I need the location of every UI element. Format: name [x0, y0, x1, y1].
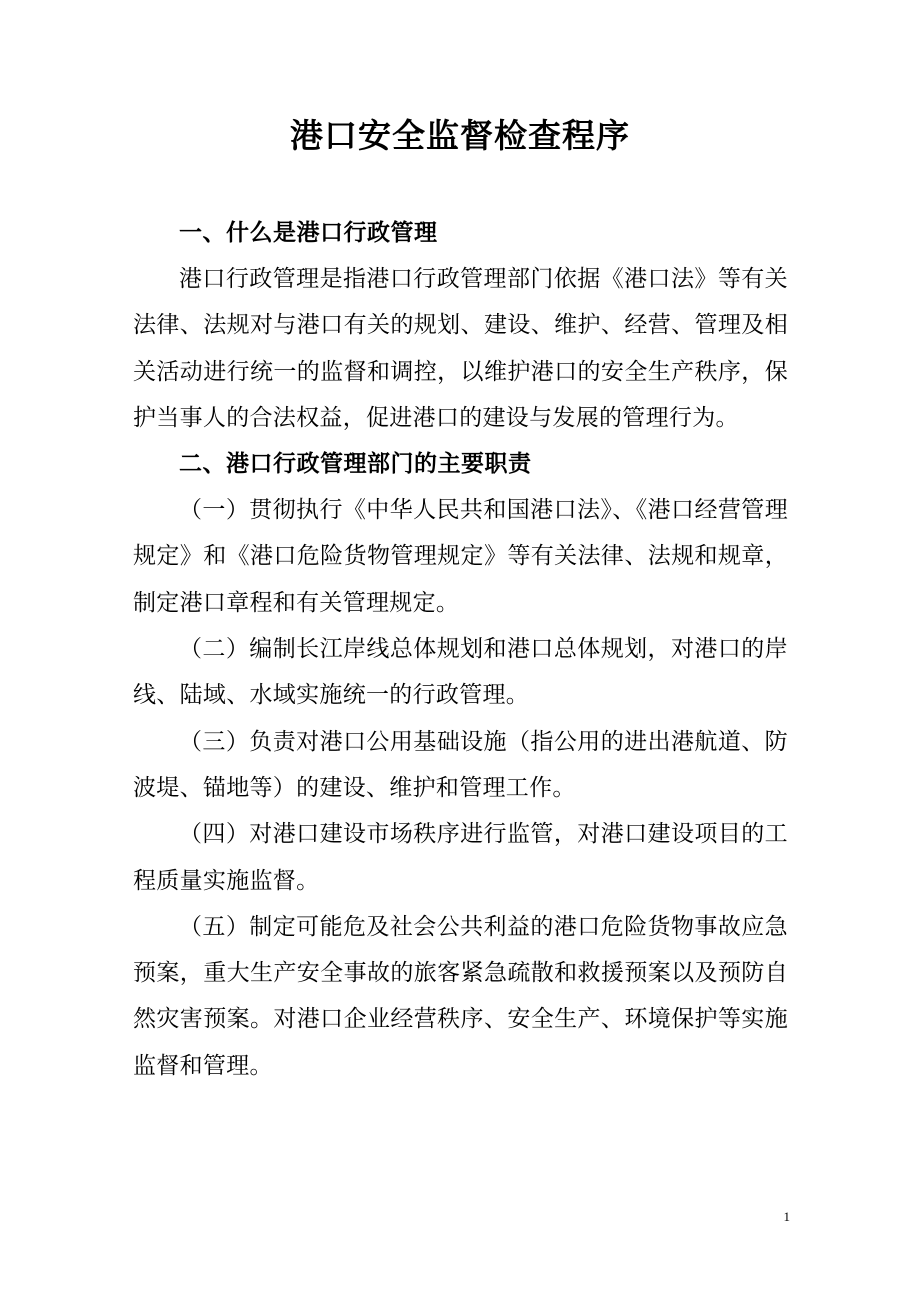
paragraph-duty-5: （五）制定可能危及社会公共利益的港口危险货物事故应急预案，重大生产安全事故的旅客紧急疏散和救援预案以及预防自然灾害预案。对港口企业经营秩序、安全生产、环境保护等实施监督和管理。 [133, 913, 788, 1079]
paragraph: 港口行政管理是指港口行政管理部门依据《港口法》等有关法律、法规对与港口有关的规划、建设、维护、经营、管理及相关活动进行统一的监督和调控，以维护港口的安全生产秩序，保护当事人的合法权益，促进港口的建设与发展的管理行为。 [133, 266, 788, 431]
document-body [133, 210, 788, 1089]
section-1 [133, 210, 788, 441]
section-2 [133, 441, 788, 1089]
paragraph-duty-2: （二）编制长江岸线总体规划和港口总体规划，对港口的岸线、陆域、水域实施统一的行政管理。 [133, 636, 788, 709]
section-heading: 二、港口行政管理部门的主要职责 [179, 450, 532, 478]
page-number: 1 [783, 1209, 790, 1224]
paragraph-duty-4: （四）对港口建设市场秩序进行监管，对港口建设项目的工程质量实施监督。 [133, 821, 788, 894]
section-heading: 一、什么是港口行政管理 [179, 219, 438, 246]
paragraph-duty-3: （三）负责对港口公用基础设施（指公用的进出港航道、防波堤、锚地等）的建设、维护和管理工作。 [133, 728, 788, 801]
document-title: 港口安全监督检查程序 [290, 116, 630, 155]
paragraph-duty-1: （一）贯彻执行《中华人民共和国港口法》、《港口经营管理规定》和《港口危险货物管理规定》等有关法律、法规和规章，制定港口章程和有关管理规定。 [133, 497, 788, 616]
